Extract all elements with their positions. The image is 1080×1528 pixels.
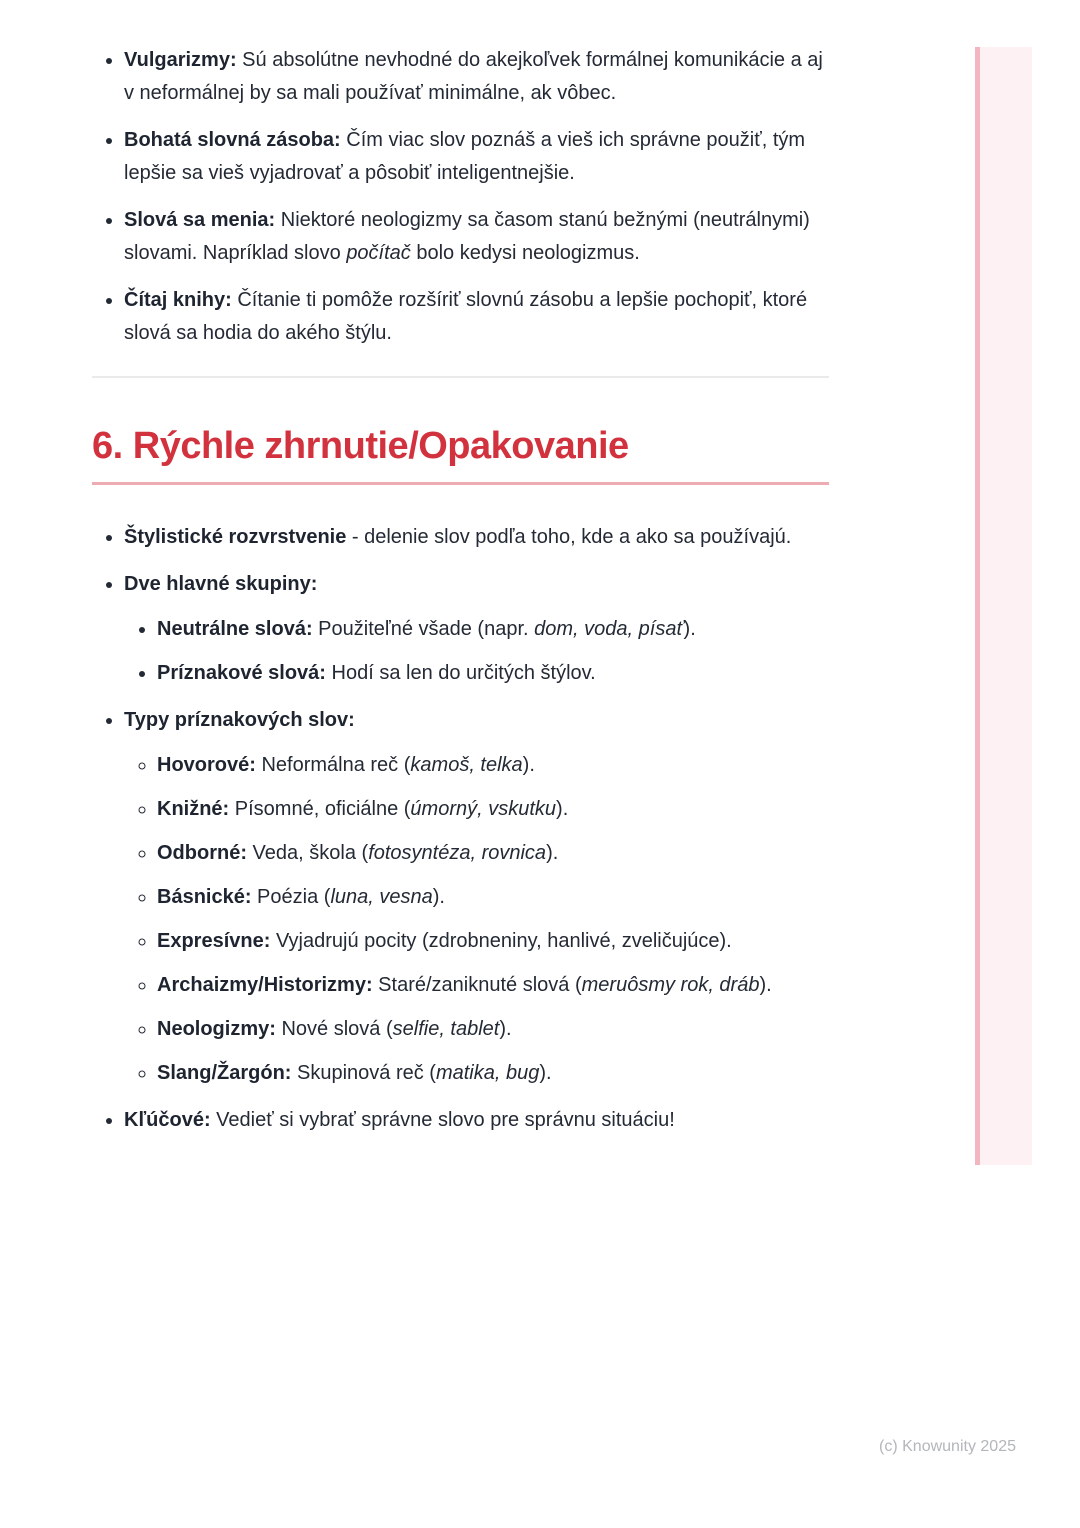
list-item bbox=[124, 124, 829, 190]
list-item bbox=[124, 284, 829, 350]
list-item bbox=[157, 1013, 829, 1046]
item-text: Čím viac slov poznáš a vieš ich správne použiť, tým lepšie sa vieš vyjadrovať a pôsobiť inteligentnejšie. bbox=[124, 129, 806, 184]
item-text: bolo kedysi neologizmus. bbox=[410, 242, 640, 264]
item-text: Poézia ( bbox=[251, 886, 331, 908]
item-text: Neformálna reč ( bbox=[255, 754, 411, 776]
list-item bbox=[157, 881, 829, 914]
list-item bbox=[124, 204, 829, 270]
item-text: - delenie slov podľa toho, kde a ako sa používajú. bbox=[346, 526, 792, 548]
list-item bbox=[157, 793, 829, 826]
item-text: ). bbox=[759, 974, 772, 996]
item-example: fotosyntéza, rovnica bbox=[368, 842, 547, 864]
intro-list bbox=[92, 44, 829, 350]
term-label: Štylistické rozvrstvenie bbox=[124, 526, 347, 548]
list-item bbox=[124, 1104, 829, 1137]
types-sublist bbox=[124, 749, 829, 1090]
list-item bbox=[157, 969, 829, 1002]
item-example: úmorný, vskutku bbox=[410, 798, 557, 820]
term-label: Vulgarizmy: bbox=[124, 49, 237, 71]
page-edge-accent-bar bbox=[975, 47, 1032, 1165]
item-text: Skupinová reč ( bbox=[291, 1062, 436, 1084]
item-text: ). bbox=[556, 798, 569, 820]
item-text: Nové slová ( bbox=[275, 1018, 393, 1040]
term-label: Básnické: bbox=[157, 886, 252, 908]
item-text: ). bbox=[683, 618, 696, 640]
section-heading: 6. Rýchle zhrnutie/Opakovanie bbox=[92, 423, 829, 485]
item-text: ). bbox=[432, 886, 445, 908]
term-label: Knižné: bbox=[157, 798, 230, 820]
term-label: Neologizmy: bbox=[157, 1018, 276, 1040]
item-text: ). bbox=[522, 754, 535, 776]
item-text: ). bbox=[539, 1062, 552, 1084]
list-item bbox=[157, 1057, 829, 1090]
item-text: ). bbox=[546, 842, 559, 864]
item-example: meruôsmy rok, dráb bbox=[581, 974, 760, 996]
list-item bbox=[124, 44, 829, 110]
term-label: Expresívne: bbox=[157, 930, 271, 952]
term-label: Čítaj knihy: bbox=[124, 289, 232, 311]
groups-sublist bbox=[124, 613, 829, 690]
list-item bbox=[124, 568, 829, 690]
item-text: Použiteľné všade (napr. bbox=[312, 618, 535, 640]
item-example: luna, vesna bbox=[330, 886, 433, 908]
term-label: Kľúčové: bbox=[124, 1109, 211, 1131]
section-divider bbox=[92, 376, 829, 378]
item-text: Písomné, oficiálne ( bbox=[229, 798, 411, 820]
item-text: Niektoré neologizmy sa časom stanú bežnými (neutrálnymi) slovami. Napríklad slovo bbox=[124, 209, 810, 264]
item-text: Čítanie ti pomôže rozšíriť slovnú zásobu a lepšie pochopiť, ktoré slová sa hodia do akého štýlu. bbox=[124, 289, 808, 344]
item-example: matika, bug bbox=[435, 1062, 540, 1084]
term-label: Slová sa menia: bbox=[124, 209, 276, 231]
list-item bbox=[124, 704, 829, 1090]
list-item bbox=[157, 837, 829, 870]
term-label: Dve hlavné skupiny: bbox=[124, 573, 318, 595]
document-content bbox=[92, 44, 829, 1151]
item-text: Staré/zaniknuté slová ( bbox=[372, 974, 582, 996]
term-label: Odborné: bbox=[157, 842, 247, 864]
item-text: Sú absolútne nevhodné do akejkoľvek formálnej komunikácie a aj v neformálnej by sa mali používať minimálne, ak vôbec. bbox=[124, 49, 823, 104]
footer-copyright: (c) Knowunity 2025 bbox=[879, 1438, 1016, 1455]
item-text: Veda, škola ( bbox=[247, 842, 369, 864]
list-item bbox=[124, 521, 829, 554]
term-label: Slang/Žargón: bbox=[157, 1062, 292, 1084]
item-text: Vedieť si vybrať správne slovo pre správnu situáciu! bbox=[210, 1109, 675, 1131]
item-example: dom, voda, písať bbox=[534, 618, 684, 640]
term-label: Hovorové: bbox=[157, 754, 256, 776]
term-label: Neutrálne slová: bbox=[157, 618, 313, 640]
term-label: Archaizmy/Historizmy: bbox=[157, 974, 373, 996]
item-example: počítač bbox=[346, 242, 411, 264]
term-label: Bohatá slovná zásoba: bbox=[124, 129, 341, 151]
term-label: Typy príznakových slov: bbox=[124, 709, 355, 731]
list-item bbox=[157, 749, 829, 782]
summary-list bbox=[92, 521, 829, 1137]
list-item bbox=[157, 657, 829, 690]
item-example: selfie, tablet bbox=[392, 1018, 500, 1040]
item-text: Hodí sa len do určitých štýlov. bbox=[325, 662, 596, 684]
list-item bbox=[157, 613, 829, 646]
item-text: Vyjadrujú pocity (zdrobneniny, hanlivé, zveličujúce). bbox=[270, 930, 732, 952]
term-label: Príznakové slová: bbox=[157, 662, 326, 684]
list-item bbox=[157, 925, 829, 958]
item-example: kamoš, telka bbox=[410, 754, 523, 776]
item-text: ). bbox=[499, 1018, 512, 1040]
